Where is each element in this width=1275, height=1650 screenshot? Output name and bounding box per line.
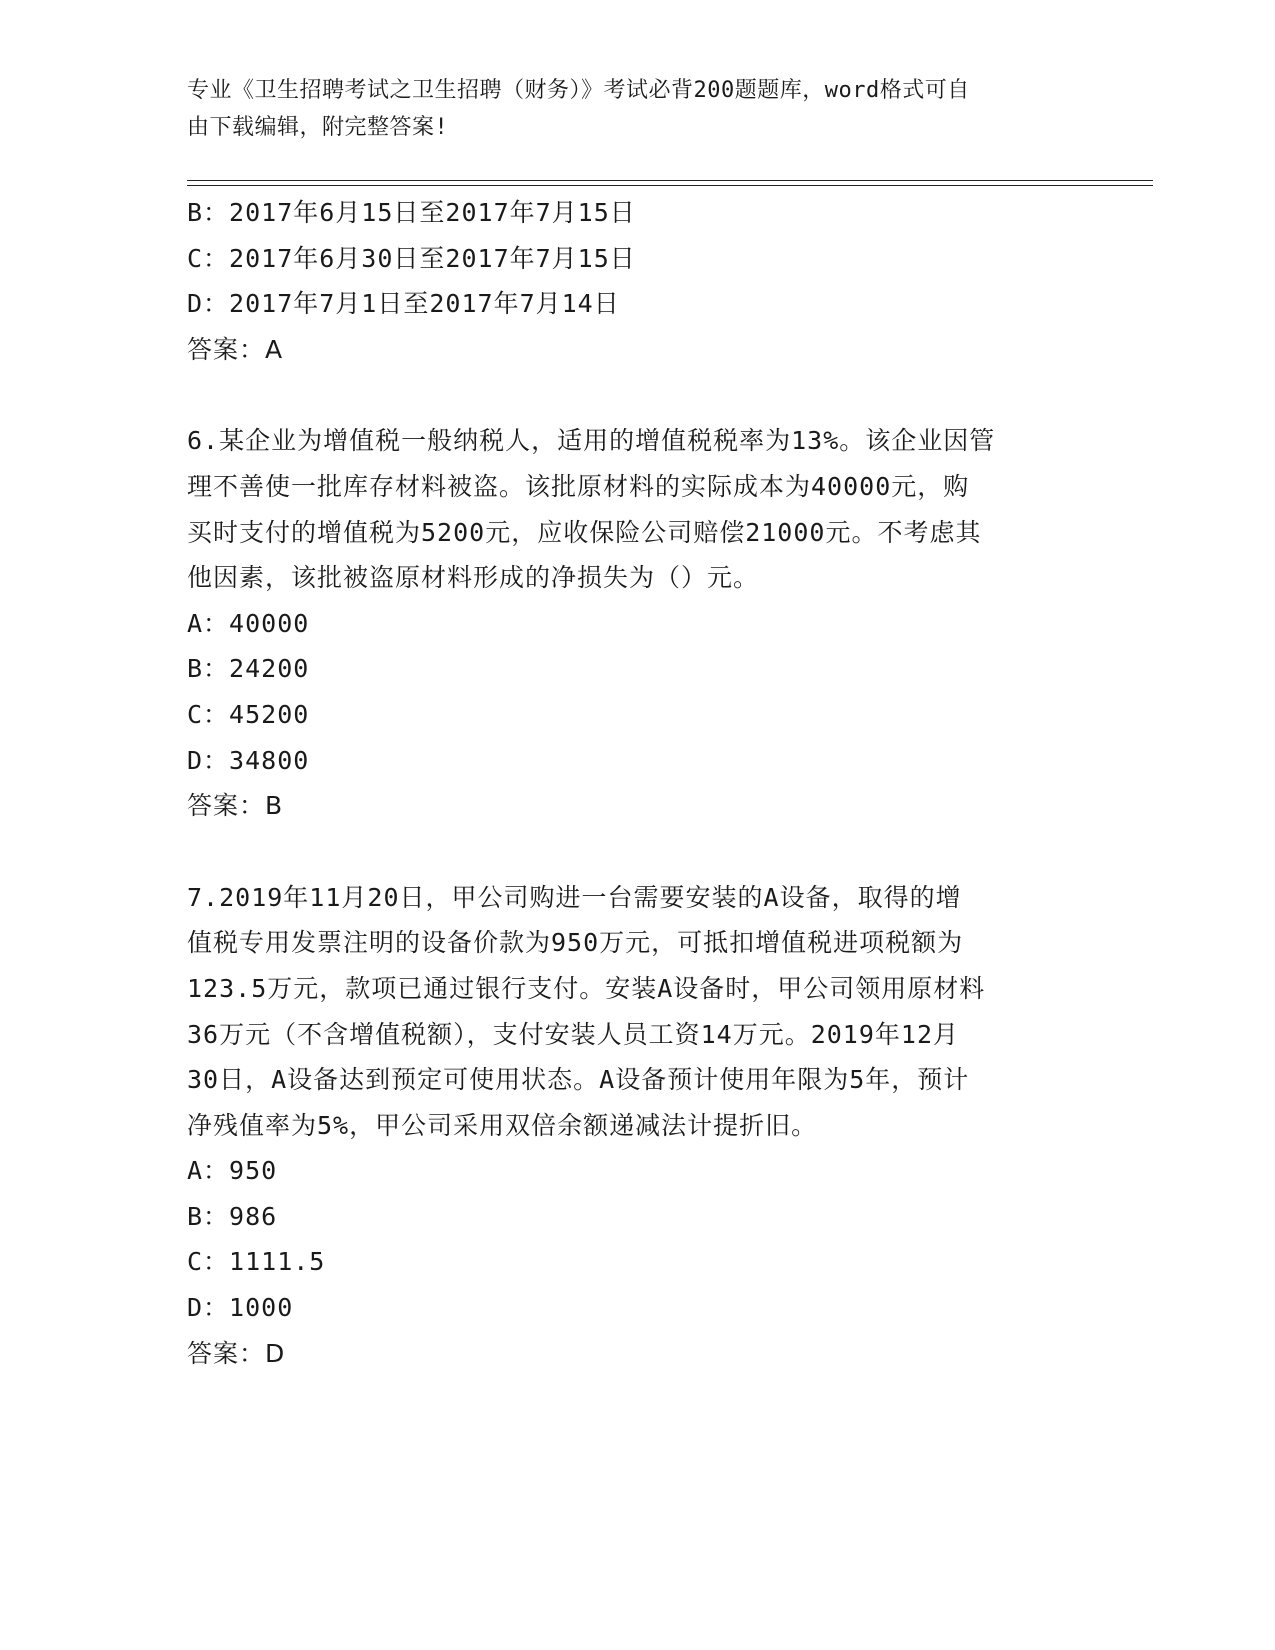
option-b: B：24200	[187, 654, 310, 684]
header-rule-top	[187, 180, 1153, 181]
question-text-line: 30日，A设备达到预定可使用状态。A设备预计使用年限为5年，预计	[187, 1065, 970, 1095]
option-a: A：40000	[187, 608, 310, 638]
option-b: B：2017年6月15日至2017年7月15日	[187, 198, 636, 227]
document-header	[187, 72, 1067, 146]
option-a: A：950	[187, 1156, 278, 1186]
header-line-1: 专业《卫生招聘考试之卫生招聘（财务）》考试必背200题题库，word格式可自	[187, 78, 970, 103]
question-text-line: 值税专用发票注明的设备价款为950万元，可抵扣增值税进项税额为	[187, 928, 964, 958]
option-c: C：2017年6月30日至2017年7月15日	[187, 243, 636, 273]
option-d: D：2017年7月1日至2017年7月14日	[187, 289, 620, 319]
answer-line: 答案：D	[187, 1338, 286, 1368]
header-rule-bottom	[187, 185, 1153, 186]
option-d: D：1000	[187, 1293, 294, 1323]
option-c: C：45200	[187, 699, 310, 729]
answer-line: 答案：B	[187, 791, 284, 821]
question-text-line: 7.2019年11月20日，甲公司购进一台需要安装的A设备，取得的增	[187, 882, 962, 912]
question-text-line: 理不善使一批库存材料被盗。该批原材料的实际成本为40000元，购	[187, 471, 970, 501]
question-text-line: 买时支付的增值税为5200元，应收保险公司赔偿21000元。不考虑其	[187, 517, 982, 547]
option-c: C：1111.5	[187, 1247, 326, 1277]
question-7	[187, 875, 1087, 1377]
answer-line: 答案：A	[187, 334, 284, 364]
option-b: B：986	[187, 1201, 278, 1231]
question-text-line: 6.某企业为增值税一般纳税人，适用的增值税税率为13%。该企业因管	[187, 426, 996, 456]
option-d: D：34800	[187, 745, 310, 775]
question-text-line: 他因素，该批被盗原材料形成的净损失为（）元。	[187, 563, 760, 593]
question-text-line: 净残值率为5%，甲公司采用双倍余额递减法计提折旧。	[187, 1110, 818, 1140]
question-5	[187, 190, 1087, 372]
question-6	[187, 418, 1087, 828]
question-text-line: 123.5万元，款项已通过银行支付。安装A设备时，甲公司领用原材料	[187, 973, 986, 1003]
question-text-line: 36万元（不含增值税额），支付安装人员工资14万元。2019年12月	[187, 1019, 960, 1049]
spacer	[187, 829, 1087, 875]
spacer	[187, 372, 1087, 418]
question-list	[187, 190, 1087, 1376]
header-line-2: 由下载编辑，附完整答案!	[187, 115, 449, 140]
